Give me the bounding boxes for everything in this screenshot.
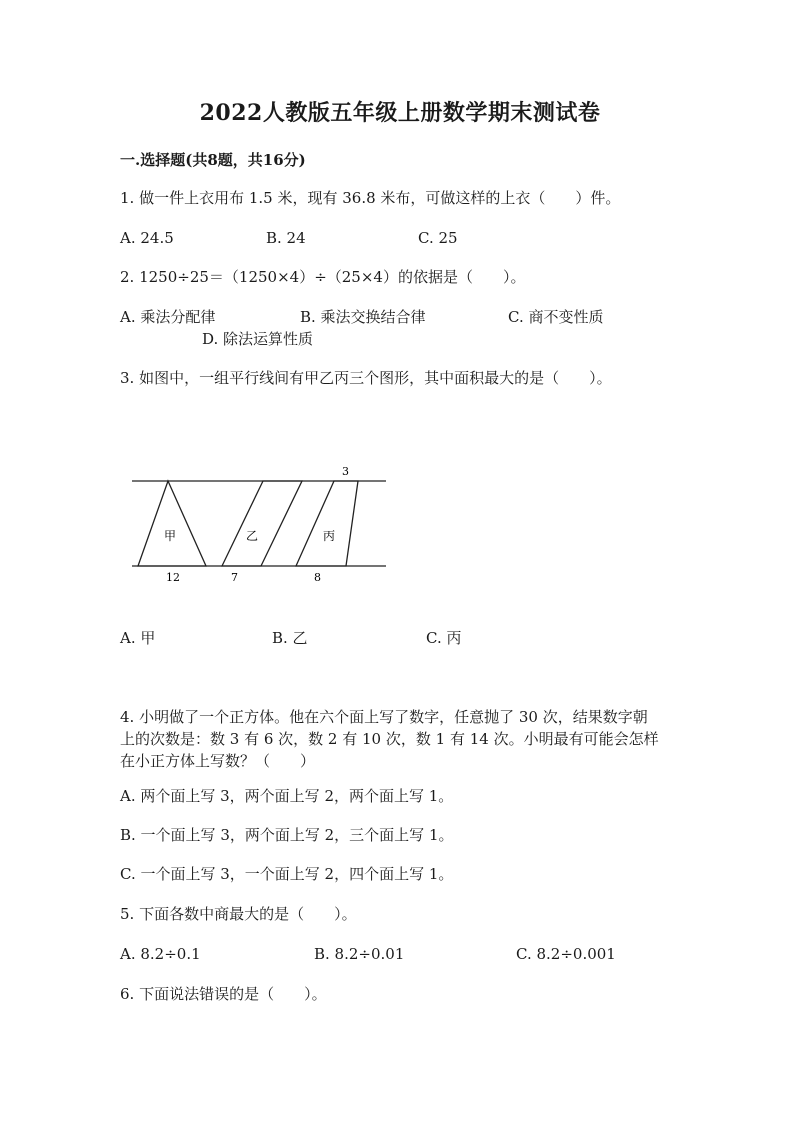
q4-option-c[interactable]: C. 一个面上写 3，一个面上写 2，四个面上写 1。: [120, 865, 454, 883]
question-4-line-3: 在小正方体上写数？（ ）: [120, 752, 316, 770]
q3-option-b[interactable]: B. 乙: [272, 629, 308, 647]
label-bing: 丙: [323, 529, 336, 543]
number-bottom-bing: 8: [314, 571, 321, 584]
number-top: 3: [342, 465, 349, 478]
q5-option-c[interactable]: C. 8.2÷0.001: [516, 945, 616, 963]
q2-option-c[interactable]: C. 商不变性质: [508, 308, 604, 326]
number-bottom-jia: 12: [166, 571, 180, 584]
question-4-line-1: 4. 小明做了一个正方体。他在六个面上写了数字，任意抛了 30 次，结果数字朝: [120, 708, 648, 726]
question-4-line-2: 上的次数是：数 3 有 6 次，数 2 有 10 次，数 1 有 14 次。小明最有可能会怎样: [120, 730, 659, 748]
section-title: 一.选择题(共8题，共16分): [120, 151, 306, 169]
parallel-lines-figure: [130, 460, 390, 590]
number-bottom-yi: 7: [231, 571, 238, 584]
q5-option-a[interactable]: A. 8.2÷0.1: [120, 945, 201, 963]
q1-option-b[interactable]: B. 24: [266, 229, 306, 247]
question-6-text: 6. 下面说法错误的是（ ）。: [120, 985, 327, 1003]
page-title: 2022人教版五年级上册数学期末测试卷: [199, 100, 601, 126]
label-yi: 乙: [246, 529, 259, 543]
figure-svg: [130, 460, 390, 590]
q3-option-a[interactable]: A. 甲: [120, 629, 156, 647]
q5-option-b[interactable]: B. 8.2÷0.01: [314, 945, 405, 963]
question-2-text: 2. 1250÷25＝（1250×4）÷（25×4）的依据是（ ）。: [120, 268, 526, 286]
question-5-text: 5. 下面各数中商最大的是（ ）。: [120, 905, 357, 923]
q2-option-d[interactable]: D. 除法运算性质: [202, 330, 314, 348]
q4-option-a[interactable]: A. 两个面上写 3，两个面上写 2，两个面上写 1。: [120, 787, 454, 805]
q4-option-b[interactable]: B. 一个面上写 3，两个面上写 2，三个面上写 1。: [120, 826, 454, 844]
label-jia: 甲: [164, 529, 177, 543]
q1-option-a[interactable]: A. 24.5: [120, 229, 174, 247]
question-3-text: 3. 如图中，一组平行线间有甲乙丙三个图形，其中面积最大的是（ ）。: [120, 369, 612, 387]
triangle-jia: [138, 481, 206, 566]
q1-option-c[interactable]: C. 25: [418, 229, 458, 247]
q2-option-b[interactable]: B. 乘法交换结合律: [300, 308, 426, 326]
q3-option-c[interactable]: C. 丙: [426, 629, 462, 647]
question-1-text: 1. 做一件上衣用布 1.5 米，现有 36.8 米布，可做这样的上衣（ ）件。: [120, 189, 621, 207]
q2-option-a[interactable]: A. 乘法分配律: [120, 308, 216, 326]
parallelogram-yi: [222, 481, 302, 566]
trapezoid-bing: [296, 481, 358, 566]
